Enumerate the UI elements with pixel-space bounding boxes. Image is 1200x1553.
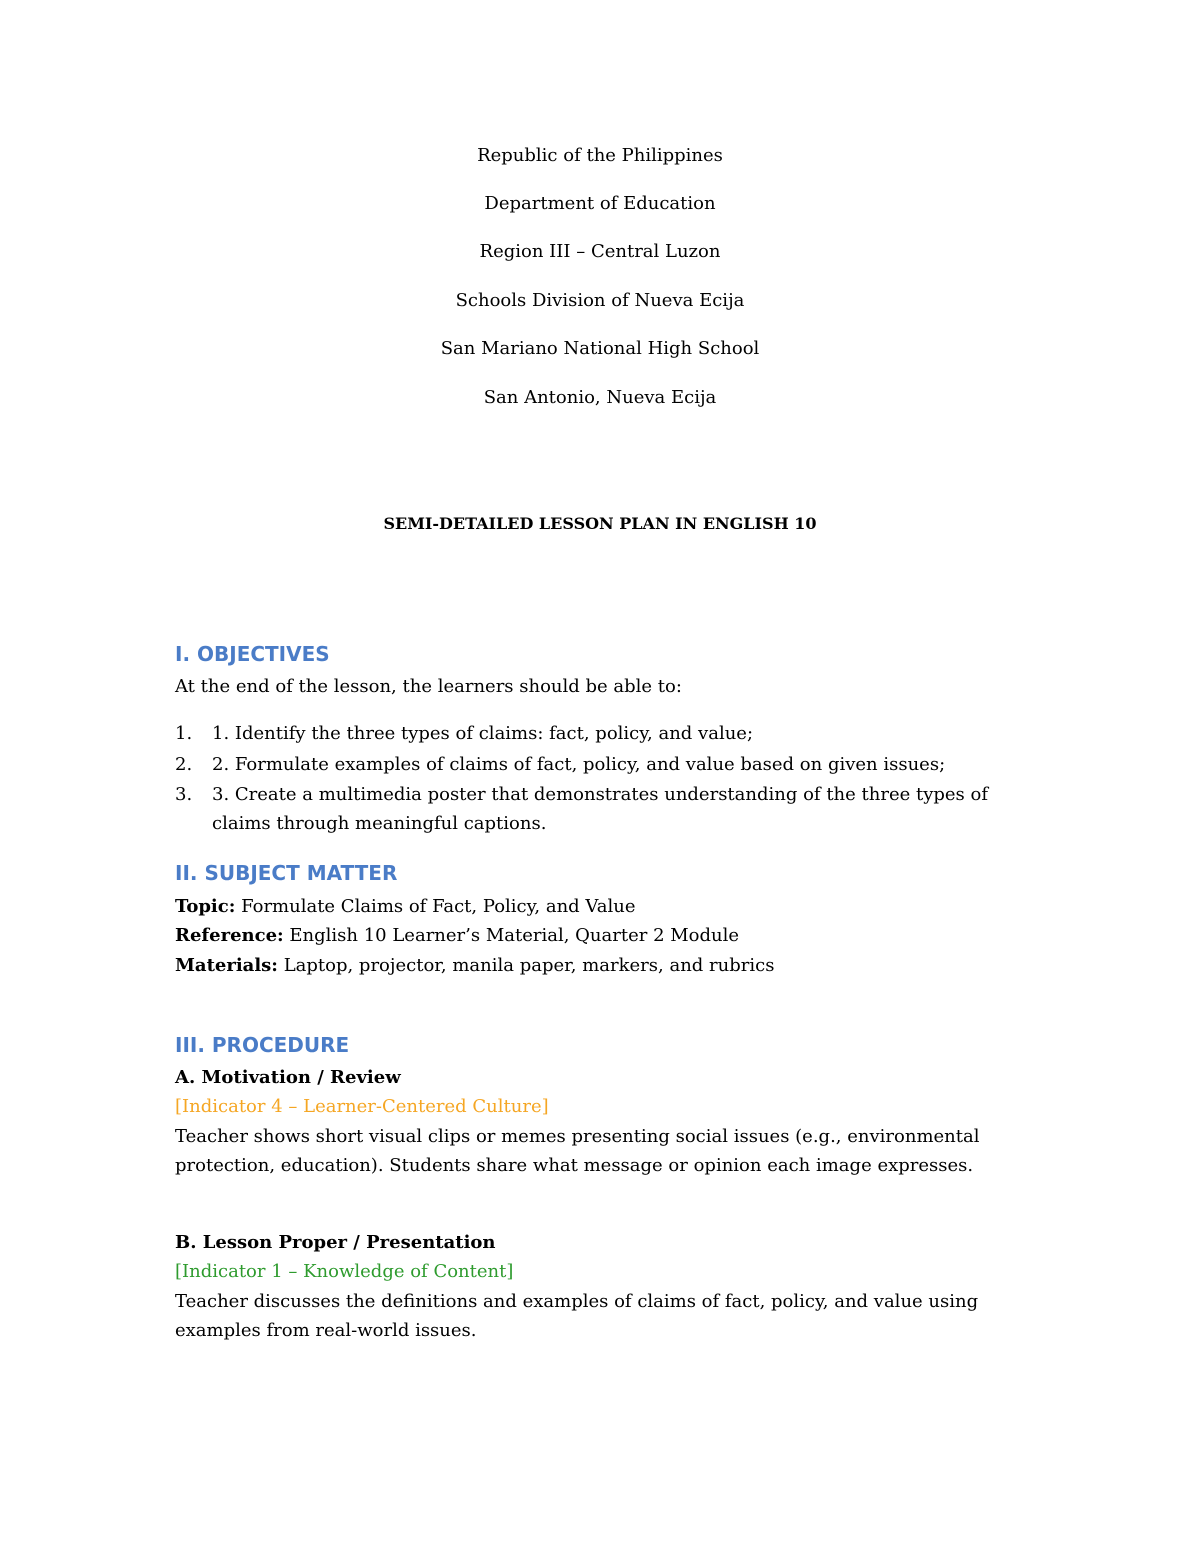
header-department: Department of Education bbox=[484, 193, 716, 214]
reference-label: Reference: bbox=[175, 925, 284, 946]
lesson-proper-text-line-1: Teacher discusses the definitions and examples of claims of fact, policy, and value using bbox=[175, 1291, 979, 1312]
objective-number: 3. bbox=[175, 784, 193, 805]
header-school: San Mariano National High School bbox=[440, 338, 760, 359]
materials-label: Materials: bbox=[175, 955, 278, 976]
objectives-intro: At the end of the lesson, the learners should be able to: bbox=[175, 676, 682, 697]
lesson-proper-indicator: [Indicator 1 – Knowledge of Content] bbox=[175, 1261, 514, 1282]
objective-item-3: 3. Create a multimedia poster that demonstrates understanding of the three types of bbox=[212, 784, 989, 805]
objective-number: 1. bbox=[175, 723, 193, 744]
objective-number: 2. bbox=[175, 754, 193, 775]
topic-label: Topic: bbox=[175, 896, 236, 917]
motivation-text-line-1: Teacher shows short visual clips or memes presenting social issues (e.g., environmental bbox=[175, 1126, 980, 1147]
materials-value: Laptop, projector, manila paper, markers, and rubrics bbox=[277, 955, 775, 976]
header-address: San Antonio, Nueva Ecija bbox=[483, 387, 717, 408]
objectives-heading: I. OBJECTIVES bbox=[175, 642, 330, 666]
header-republic: Republic of the Philippines bbox=[477, 145, 723, 166]
motivation-indicator: [Indicator 4 – Learner-Centered Culture] bbox=[175, 1096, 549, 1117]
objective-item-3-continued: claims through meaningful captions. bbox=[212, 813, 547, 834]
reference-line bbox=[175, 925, 739, 947]
motivation-title: A. Motivation / Review bbox=[175, 1067, 401, 1088]
topic-value: Formulate Claims of Fact, Policy, and Value bbox=[235, 896, 636, 917]
lesson-proper-title: B. Lesson Proper / Presentation bbox=[175, 1232, 496, 1253]
header-region: Region III – Central Luzon bbox=[479, 241, 721, 262]
objective-item-1: 1. Identify the three types of claims: fact, policy, and value; bbox=[212, 723, 754, 744]
document-title: SEMI-DETAILED LESSON PLAN IN ENGLISH 10 bbox=[383, 514, 817, 533]
header-division: Schools Division of Nueva Ecija bbox=[455, 290, 745, 311]
motivation-text-line-2: protection, education). Students share what message or opinion each image expresses. bbox=[175, 1155, 974, 1176]
lesson-proper-text-line-2: examples from real-world issues. bbox=[175, 1320, 477, 1341]
procedure-heading: III. PROCEDURE bbox=[175, 1033, 350, 1057]
subject-matter-heading: II. SUBJECT MATTER bbox=[175, 861, 398, 885]
topic-line bbox=[175, 896, 636, 918]
objective-item-2: 2. Formulate examples of claims of fact, policy, and value based on given issues; bbox=[212, 754, 946, 775]
reference-value: English 10 Learner’s Material, Quarter 2 Module bbox=[283, 925, 740, 946]
materials-line bbox=[175, 955, 774, 977]
